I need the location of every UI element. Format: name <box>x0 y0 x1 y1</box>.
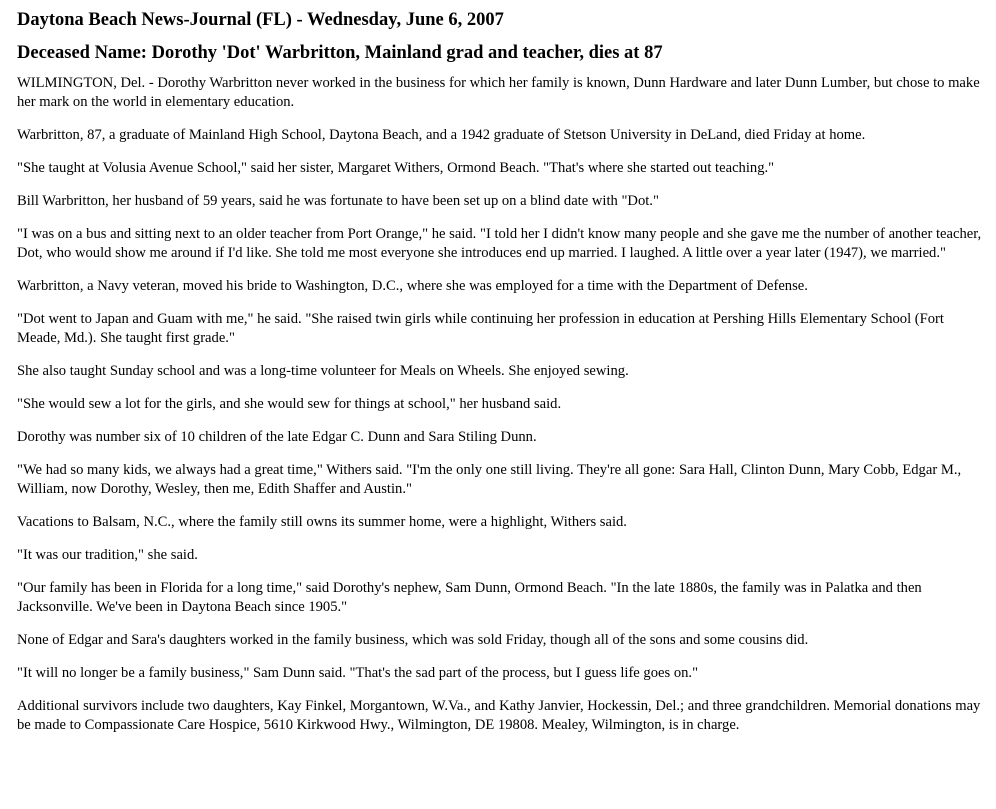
article-paragraph: None of Edgar and Sara's daughters worked in the family business, which was sold Friday, though all of the sons and some cousins did. <box>17 632 809 648</box>
article-paragraph: Vacations to Balsam, N.C., where the family still owns its summer home, were a highlight, Withers said. <box>17 514 627 530</box>
article-paragraph: "Dot went to Japan and Guam with me," he said. "She raised twin girls while continuing her profession in education at Pershing Hills Elementary School (Fort Meade, Md.). She taught first grade." <box>17 311 944 346</box>
article-paragraph: She also taught Sunday school and was a long-time volunteer for Meals on Wheels. She enjoyed sewing. <box>17 363 629 379</box>
article-paragraph: "Our family has been in Florida for a long time," said Dorothy's nephew, Sam Dunn, Ormond Beach. "In the late 1880s, the family was in Palatka and then Jacksonville. We've been in Daytona Beach since 1905." <box>17 580 922 615</box>
newspaper-masthead: Daytona Beach News-Journal (FL) - Wednesday, June 6, 2007 <box>17 10 504 30</box>
obituary-headline: Deceased Name: Dorothy 'Dot' Warbritton, Mainland grad and teacher, dies at 87 <box>17 43 663 63</box>
article-paragraph: Dorothy was number six of 10 children of the late Edgar C. Dunn and Sara Stiling Dunn. <box>17 429 537 445</box>
article-paragraph: Bill Warbritton, her husband of 59 years, said he was fortunate to have been set up on a blind date with "Dot." <box>17 193 659 209</box>
article-paragraph: Warbritton, a Navy veteran, moved his bride to Washington, D.C., where she was employed for a time with the Department of Defense. <box>17 278 808 294</box>
article-paragraph: "It was our tradition," she said. <box>17 547 198 563</box>
article-paragraph: Warbritton, 87, a graduate of Mainland High School, Daytona Beach, and a 1942 graduate of Stetson University in DeLand, died Friday at home. <box>17 127 866 143</box>
article-paragraph: Additional survivors include two daughters, Kay Finkel, Morgantown, W.Va., and Kathy Janvier, Hockessin, Del.; and three grandchildren. Memorial donations may be made to Compassionate Care Hospice, 5610 Kirkwood Hwy., Wilmington, DE 19808. Mealey, Wilmington, is in charge. <box>17 698 981 733</box>
article-paragraph: "She would sew a lot for the girls, and she would sew for things at school," her husband said. <box>17 396 562 412</box>
article-paragraph: "We had so many kids, we always had a great time," Withers said. "I'm the only one still living. They're all gone: Sara Hall, Clinton Dunn, Mary Cobb, Edgar M., William, now Dorothy, Wesley, then me, Edith Shaffer and Austin." <box>17 462 962 497</box>
article-body <box>17 74 982 735</box>
article-paragraph: WILMINGTON, Del. - Dorothy Warbritton never worked in the business for which her family is known, Dunn Hardware and later Dunn Lumber, but chose to make her mark on the world in elementary education. <box>17 75 980 110</box>
article-paragraph: "I was on a bus and sitting next to an older teacher from Port Orange," he said. "I told her I didn't know many people and she gave me the number of another teacher, Dot, who would show me around if I'd like. She told me most everyone she introduces end up married. I laughed. A little over a year later (1947), we married." <box>17 226 982 261</box>
article-paragraph: "She taught at Volusia Avenue School," said her sister, Margaret Withers, Ormond Beach. "That's where she started out teaching." <box>17 160 775 176</box>
article-paragraph: "It will no longer be a family business," Sam Dunn said. "That's the sad part of the process, but I guess life goes on." <box>17 665 699 681</box>
